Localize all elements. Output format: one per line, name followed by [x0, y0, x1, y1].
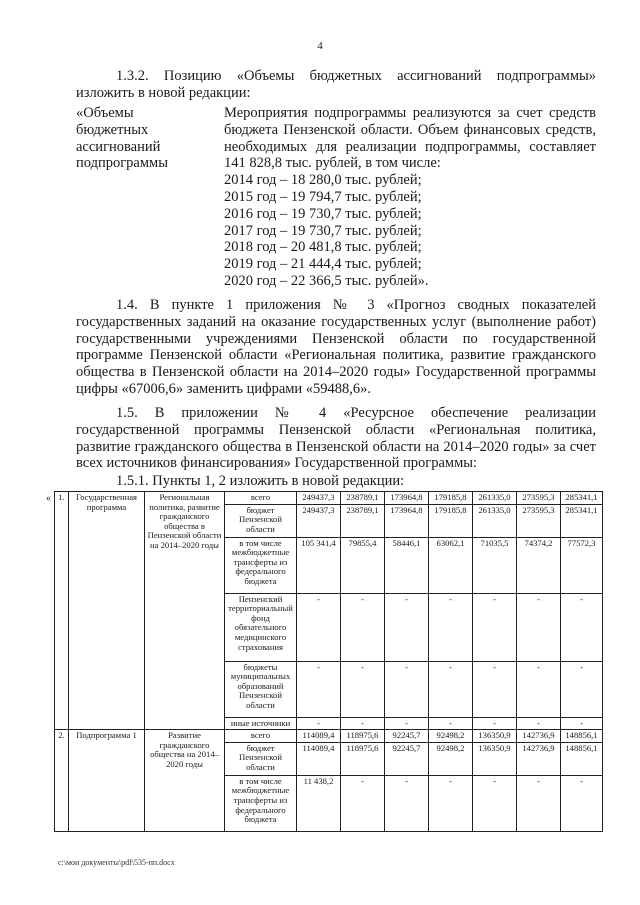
cell-value: 179185,8 [429, 504, 473, 537]
cell-value: 114089,4 [297, 730, 341, 743]
resource-table-wrap [46, 491, 603, 832]
cell-value: - [473, 593, 517, 661]
cell-value: - [341, 775, 385, 831]
cell-value: - [297, 661, 341, 717]
section-1-4: 1.4. В пункте 1 приложения № 3 «Прогноз сводных показателей государственных заданий на оказание государственных услуг (выполнение работ) государственными учреждениями Пензенской области по государственной программе Пензенской области «Региональная политика, развитие гражданского общества в Пензенской области на 2014–2020 годы» Государственной программы цифры «67006,6» заменить цифрами «59488,6». [76, 297, 596, 397]
section-1-3-2: 1.3.2. Позицию «Объемы бюджетных ассигнований подпрограммы» изложить в новой редакции: [76, 68, 596, 101]
cell-value: 273595,3 [517, 492, 561, 505]
section-1-5-1: 1.5.1. Пункты 1, 2 изложить в новой редакции: [116, 473, 405, 489]
cell-value: 92245,7 [385, 730, 429, 743]
cell-value: - [341, 593, 385, 661]
cell-value: 173964,8 [385, 504, 429, 537]
cell-status: Подпрограмма 1 [69, 730, 145, 832]
cell-value: 77572,3 [561, 537, 603, 593]
cell-value: - [385, 775, 429, 831]
page-number: 4 [317, 40, 323, 52]
cell-value: - [517, 775, 561, 831]
cell-value: 79855,4 [341, 537, 385, 593]
cell-num: 2. [55, 730, 69, 832]
cell-value: 273595,3 [517, 504, 561, 537]
cell-source: в том числе межбюджетные трансферты из федерального бюджета [225, 537, 297, 593]
cell-value: 285341,1 [561, 492, 603, 505]
cell-status: Государственная программа [69, 492, 145, 730]
allocation-year-2020: 2020 год – 22 366,5 тыс. рублей». [224, 272, 429, 289]
cell-value: - [341, 661, 385, 717]
cell-value: - [429, 775, 473, 831]
cell-value: 58446,1 [385, 537, 429, 593]
cell-value: - [561, 775, 603, 831]
cell-value: 136350,9 [473, 730, 517, 743]
table-open-quote: « [46, 493, 51, 504]
cell-value: 238789,1 [341, 492, 385, 505]
cell-value: 74374,2 [517, 537, 561, 593]
cell-value: 142736,9 [517, 730, 561, 743]
cell-name: Развитие гражданского общества на 2014–2020 годы [145, 730, 225, 832]
allocation-year-2019: 2019 год – 21 444,4 тыс. рублей; [224, 256, 422, 273]
cell-value: - [297, 593, 341, 661]
cell-value: 105 341,4 [297, 537, 341, 593]
cell-source: бюджеты муниципальных образований Пензенской области [225, 661, 297, 717]
cell-value: 179185,8 [429, 492, 473, 505]
cell-value: - [561, 593, 603, 661]
cell-value: 92498,2 [429, 730, 473, 743]
table-row [55, 492, 603, 505]
cell-value: - [429, 593, 473, 661]
cell-value: - [429, 661, 473, 717]
cell-source: в том числе межбюджетные трансферты из федерального бюджета [225, 775, 297, 831]
cell-value: 142736,9 [517, 742, 561, 775]
cell-value: - [561, 717, 603, 730]
cell-name: Региональная политика, развитие гражданского общества в Пензенской области на 2014–2020 годы [145, 492, 225, 730]
allocation-year-2016: 2016 год – 19 730,7 тыс. рублей; [224, 205, 422, 222]
table-row [55, 730, 603, 743]
allocation-text: Мероприятия подпрограммы реализуются за счет средств бюджета Пензенской области. Объем финансовых средств, необходимых для реализации подпрограммы, составляет 141 828,8 тыс. рублей, в том числе: 2014 год – 18 280,0 тыс. рублей; 2015 год – 19 794,7 тыс. рублей; 2016 год – 19 730,7 тыс. рублей; 2017 год – 19 730,7 тыс. рублей; 2018 год – 20 481,8 тыс. рублей; 2019 год – 21 444,4 тыс. рублей; 2020 год – 22 366,5 тыс. рублей». [224, 105, 596, 289]
allocation-year-2015: 2015 год – 19 794,7 тыс. рублей; [224, 188, 422, 205]
cell-source: Пензенский территориальный фонд обязательного медицинского страхования [225, 593, 297, 661]
cell-value: 285341,1 [561, 504, 603, 537]
cell-value: - [517, 717, 561, 730]
cell-value: - [473, 775, 517, 831]
cell-value: 249437,3 [297, 492, 341, 505]
cell-value: 92498,2 [429, 742, 473, 775]
cell-value: - [517, 593, 561, 661]
resource-table [54, 491, 603, 832]
cell-value: - [473, 661, 517, 717]
allocation-year-2014: 2014 год – 18 280,0 тыс. рублей; [224, 172, 422, 189]
cell-value: 148856,1 [561, 742, 603, 775]
cell-value: - [429, 717, 473, 730]
cell-source: всего [225, 730, 297, 743]
cell-value: - [385, 593, 429, 661]
cell-source: бюджет Пензенской области [225, 504, 297, 537]
cell-value: - [341, 717, 385, 730]
cell-value: 118975,6 [341, 730, 385, 743]
cell-value: 63062,1 [429, 537, 473, 593]
cell-value: 148856,1 [561, 730, 603, 743]
cell-value: - [517, 661, 561, 717]
cell-value: - [385, 717, 429, 730]
cell-value: 11 438,2 [297, 775, 341, 831]
cell-value: 92245,7 [385, 742, 429, 775]
cell-value: - [385, 661, 429, 717]
cell-value: 71035,5 [473, 537, 517, 593]
cell-value: - [561, 661, 603, 717]
allocation-year-2017: 2017 год – 19 730,7 тыс. рублей; [224, 222, 422, 239]
allocation-label: «Объемы бюджетных ассигнований подпрограммы [76, 105, 168, 172]
cell-num: 1. [55, 492, 69, 730]
cell-value: - [473, 717, 517, 730]
cell-value: 136350,9 [473, 742, 517, 775]
cell-source: бюджет Пензенской области [225, 742, 297, 775]
cell-value: 249437,3 [297, 504, 341, 537]
cell-value: 173964,8 [385, 492, 429, 505]
footer-file-path: c:\мои документы\pdf\535-пп.docx [58, 858, 175, 867]
cell-value: 261335,0 [473, 504, 517, 537]
cell-source: иные источники [225, 717, 297, 730]
cell-source: всего [225, 492, 297, 505]
cell-value: - [297, 717, 341, 730]
section-1-5: 1.5. В приложении № 4 «Ресурсное обеспечение реализации государственной программы Пензенской области «Региональная политика, развитие гражданского общества в Пензенской области на 2014–2020 годы» за счет всех источников финансирования» Государственной программы: [76, 405, 596, 472]
cell-value: 238789,1 [341, 504, 385, 537]
cell-value: 261335,0 [473, 492, 517, 505]
cell-value: 114089,4 [297, 742, 341, 775]
cell-value: 118975,6 [341, 742, 385, 775]
allocation-year-2018: 2018 год – 20 481,8 тыс. рублей; [224, 239, 422, 256]
